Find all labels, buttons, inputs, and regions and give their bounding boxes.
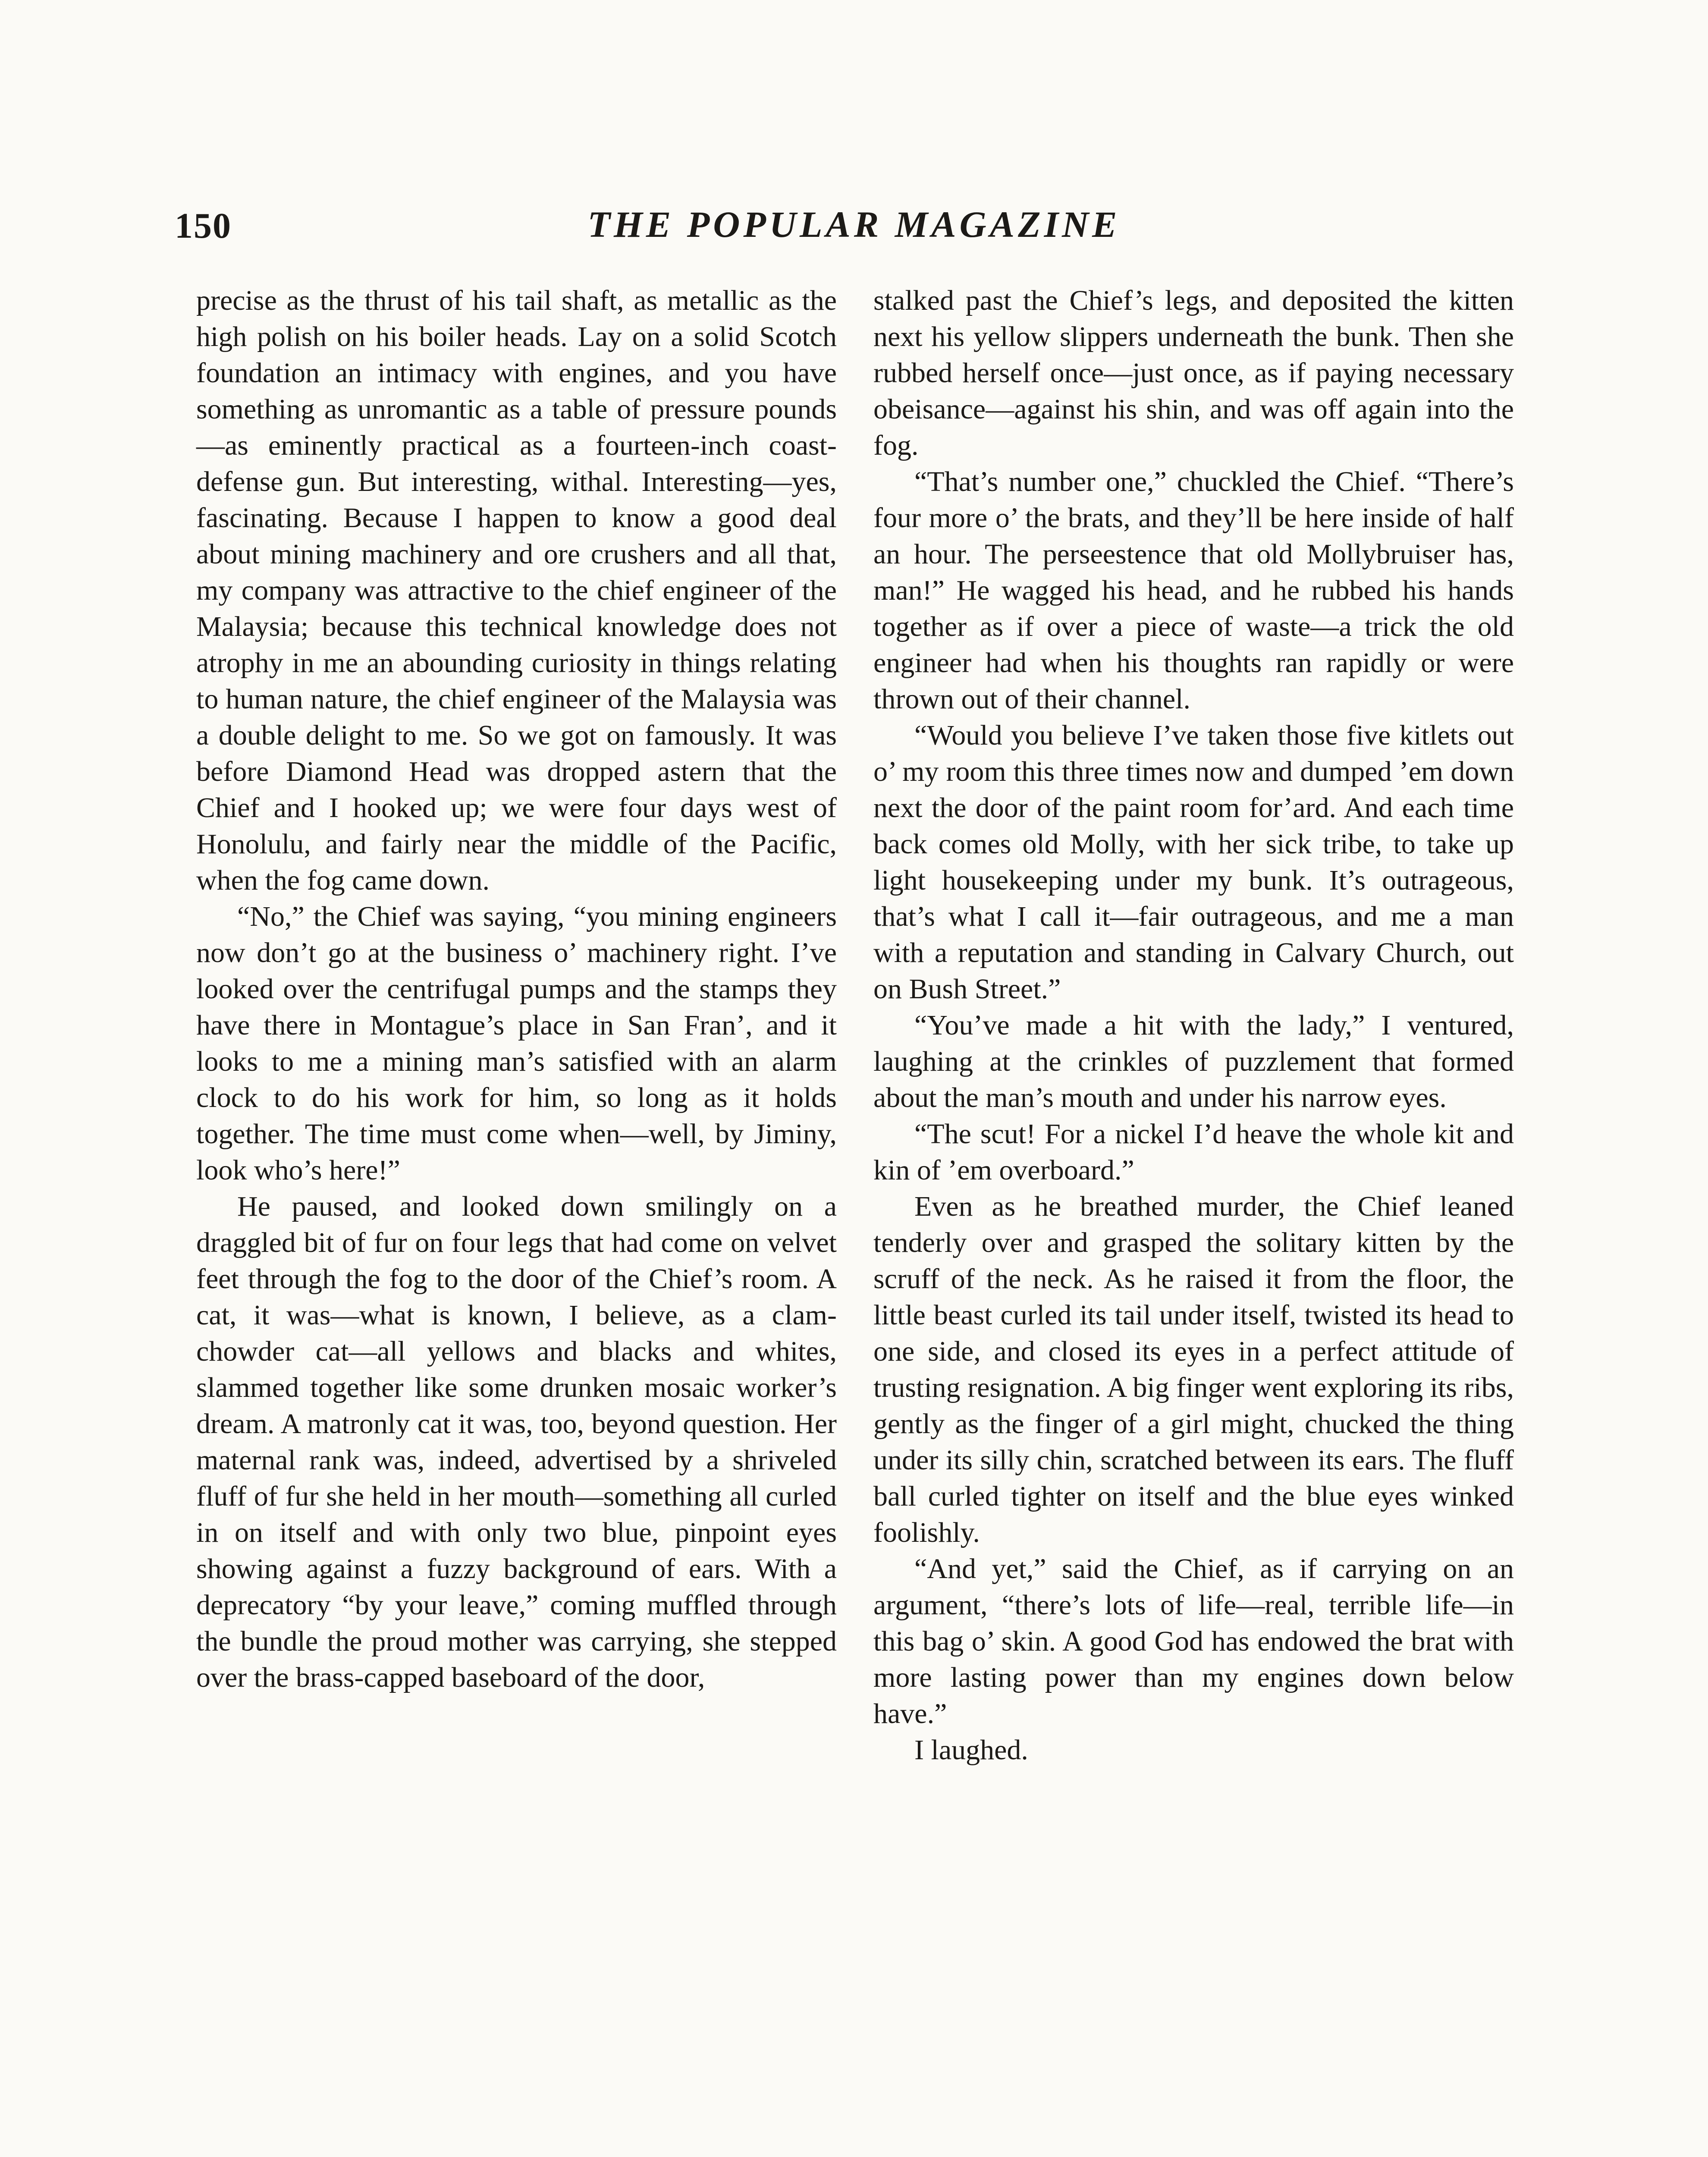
paragraph: stalked past the Chief’s legs, and deposited the kitten next his yellow slippers underneath the bunk. Then she rubbed herself once—just once, as if paying necessary obeisance—against his shin, and was off again into the fog. [873, 285, 1514, 461]
paragraph: “The scut! For a nickel I’d heave the whole kit and kin of ’em overboard.” [873, 1118, 1514, 1186]
page-number: 150 [175, 206, 232, 246]
paragraph: “No,” the Chief was saying, “you mining engineers now don’t go at the business o’ machinery right. I’ve looked over the centrifugal pumps and the stamps they have there in Montague’s place in San Fran’, and it looks to me a mining man’s satisfied with an alarm clock to do his work for him, so long as it holds together. The time must come when—well, by Jiminy, look who’s here!” [196, 901, 837, 1186]
paragraph: He paused, and looked down smilingly on a draggled bit of fur on four legs that had come on velvet feet through the fog to the door of the Chief’s room. A cat, it was—what is known, I believe, as a clam-chowder cat—all yellows and blacks and whites, slammed together like some drunken mosaic worker’s dream. A matronly cat it was, too, beyond question. Her maternal rank was, indeed, advertised by a shriveled fluff of fur she held in her mouth—something all curled in on itself and with only two blue, pinpoint eyes showing against a fuzzy background of ears. With a deprecatory “by your leave,” coming muffled through the bundle the proud mother was carrying, she stepped over the brass-capped baseboard of the door, [196, 1191, 837, 1693]
paragraph: “And yet,” said the Chief, as if carrying on an argument, “there’s lots of life—real, terrible life—in this bag o’ skin. A good God has endowed the brat with more lasting power than my engines down below have.” [873, 1553, 1514, 1729]
paragraph: precise as the thrust of his tail shaft, as metallic as the high polish on his boiler heads. Lay on a solid Scotch foundation an intimacy with engines, and you have something as unromantic as a table of pressure pounds—as eminently practical as a fourteen-inch coast-defense gun. But interesting, withal. Interesting—yes, fascinating. Because I happen to know a good deal about mining machinery and ore crushers and all that, my company was attractive to the chief engineer of the Malaysia; because this technical knowledge does not atrophy in me an abounding curiosity in things relating to human nature, the chief engineer of the Malaysia was a double delight to me. So we got on famously. It was before Diamond Head was dropped astern that the Chief and I hooked up; we were four days west of Honolulu, and fairly near the middle of the Pacific, when the fog came down. [196, 285, 837, 896]
magazine-title: THE POPULAR MAGAZINE [587, 204, 1121, 245]
paragraph: I laughed. [914, 1734, 1028, 1766]
running-head [0, 0, 1708, 302]
paragraph: “That’s number one,” chuckled the Chief. “There’s four more o’ the brats, and they’ll be here inside of half an hour. The perseestence that old Mollybruiser has, man!” He wagged his head, and he rubbed his hands together as if over a piece of waste—a trick the old engineer had when his thoughts ran rapidly or were thrown out of their channel. [873, 466, 1514, 715]
right-column [873, 283, 1514, 2157]
paragraph: Even as he breathed murder, the Chief leaned tenderly over and grasped the solitary kitten by the scruff of the neck. As he raised it from the floor, the little beast curled its tail under itself, twisted its head to one side, and closed its eyes in a perfect attitude of trusting resignation. A big finger went exploring its ribs, gently as the finger of a girl might, chucked the thing under its silly chin, scratched between its ears. The fluff ball curled tighter on itself and the blue eyes winked foolishly. [873, 1191, 1514, 1548]
paragraph: “You’ve made a hit with the lady,” I ventured, laughing at the crinkles of puzzlement that formed about the man’s mouth and under his narrow eyes. [873, 1009, 1514, 1113]
paragraph: “Would you believe I’ve taken those five kitlets out o’ my room this three times now and dumped ’em down next the door of the paint room for’ard. And each time back comes old Molly, with her sick tribe, to take up light housekeeping under my bunk. It’s outrageous, that’s what I call it—fair outrageous, and me a man with a reputation and standing in Calvary Church, out on Bush Street.” [873, 720, 1514, 1005]
left-column [196, 283, 837, 2157]
